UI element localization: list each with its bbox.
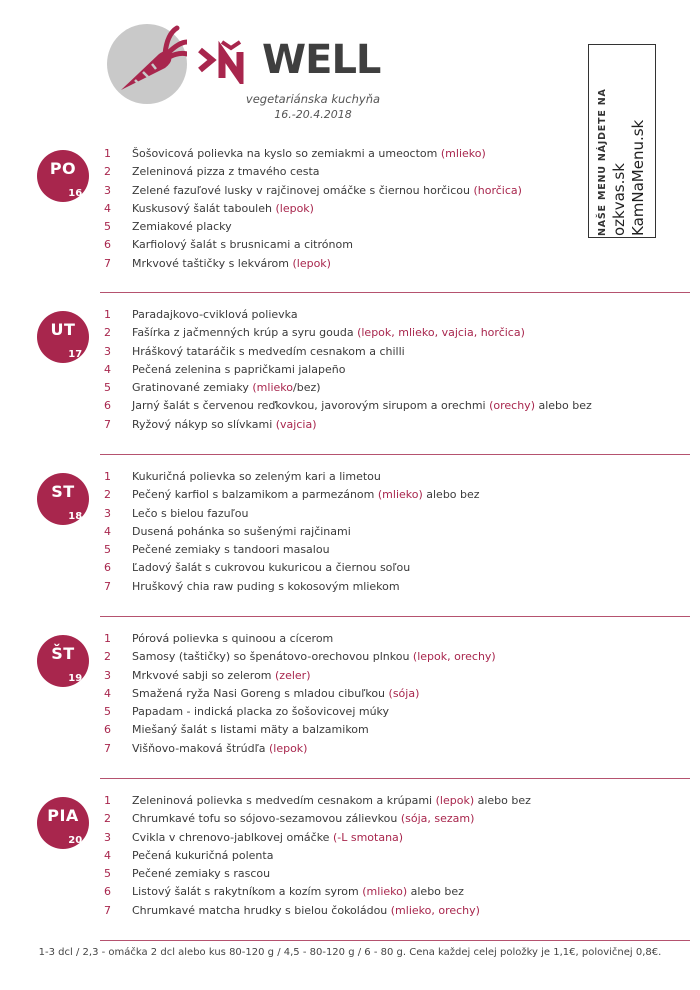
list-item: 1 Kukuričná polievka so zeleným kari a limetou [104,470,381,483]
day-date: 16. [68,188,86,199]
day-badge [37,473,89,525]
divider [100,454,690,455]
list-item: 5 Zemiakové placky [104,220,232,234]
day-badge [37,635,89,687]
day-abbr: PIA [47,806,79,825]
list-item: 1 Šošovicová polievka na kyslo so zemiakmi a umeoctom (mlieko) [104,147,486,160]
list-item: 6 Miešaný šalát s listami mäty a balzamikom [104,723,369,737]
day-date: 17. [68,349,86,360]
list-item: 2 Chrumkavé tofu so sójovo-sezamovou zálievkou (sója, sezam) [104,812,475,826]
list-item: 4 Kuskusový šalát tabouleh (lepok) [104,201,314,215]
menu-list [104,792,531,920]
list-item: 3 Lečo s bielou fazuľou [104,506,249,520]
day-badge [37,311,89,363]
list-item: 3 Cvikla v chrenovo-jablkovej omáčke (-L smotana) [104,830,404,844]
day-abbr: UT [50,320,76,339]
list-item: 4 Dusená pohánka so sušenými rajčinami [104,524,351,538]
menu-list [104,630,496,758]
site-ozkvas: ozkvas.sk [610,163,628,236]
list-item: 1 Paradajkovo-cviklová polievka [104,308,298,321]
list-item: 6 Ľadový šalát s cukrovou kukuricou a čiernou soľou [104,561,411,575]
list-item: 4 Pečená zelenina s papričkami jalapeño [104,362,346,376]
list-item: 7 Ryžový nákyp so slívkami (vajcia) [104,417,317,431]
menu-list [104,306,592,434]
carrot-logo-icon [107,24,187,104]
brand-logo [198,36,381,84]
list-item: 3 Mrkvové sabji so zelerom (zeler) [104,668,311,682]
day-date: 19. [68,673,86,684]
brand-mark-icon [198,36,262,84]
list-item: 5 Pečené zemiaky s rascou [104,867,271,881]
menu-list [104,145,522,273]
list-item: 1 Pórová polievka s quinoou a cícerom [104,632,334,645]
list-item: 7 Višňovo-maková štrúdľa (lepok) [104,741,308,755]
list-item: 7 Mrkvové taštičky s lekvárom (lepok) [104,256,331,270]
list-item: 3 Hráškový tataráčik s medvedím cesnakom a chilli [104,344,405,358]
list-item: 1 Zeleninová polievka s medvedím cesnakom a krúpami (lepok) alebo bez [104,794,531,807]
list-item: 4 Pečená kukuričná polenta [104,848,274,862]
list-item: 5 Gratinované zemiaky (mlieko/bez) [104,381,321,395]
list-item: 5 Pečené zemiaky s tandoori masalou [104,543,330,557]
list-item: 6 Jarný šalát s červenou reďkovkou, javorovým sirupom a orechmi (orechy) alebo bez [104,399,592,413]
divider [100,616,690,617]
list-item: 6 Listový šalát s rakytníkom a kozím syrom (mlieko) alebo bez [104,885,464,899]
divider [100,940,690,941]
day-abbr: ŠT [51,644,75,663]
list-item: 5 Papadam - indická placka zo šošovicovej múky [104,705,390,719]
site-kamnamenu: KamNaMenu.sk [629,119,647,236]
list-item: 2 Fašírka z jačmenných krúp a syru gouda (lepok, mlieko, vajcia, horčica) [104,326,525,340]
day-abbr: ST [51,482,75,501]
day-date: 20. [68,835,86,846]
divider [100,778,690,779]
menu-list [104,468,480,596]
list-item: 4 Smažená ryža Nasi Goreng s mladou cibuľkou (sója) [104,686,420,700]
list-item: 3 Zelené fazuľové lusky v rajčinovej omáčke s čiernou horčicou (horčica) [104,183,522,197]
day-date: 18. [68,511,86,522]
subtitle: vegetariánska kuchyňa [245,92,381,106]
list-item: 2 Pečený karfiol s balzamikom a parmezánom (mlieko) alebo bez [104,488,480,502]
find-menu-title: NAŠE MENU NÁJDETE NA [597,88,608,236]
day-badge [37,797,89,849]
menu-dates: 16.-20.4.2018 [274,108,352,121]
list-item: 2 Samosy (taštičky) so špenátovo-orechovou plnkou (lepok, orechy) [104,650,496,664]
list-item: 7 Hruškový chia raw puding s kokosovým mliekom [104,579,400,593]
day-badge [37,150,89,202]
divider [100,292,690,293]
find-menu-box [588,44,656,238]
portion-price-note: 1-3 dcl / 2,3 - omáčka 2 dcl alebo kus 80-120 g / 4,5 - 80-120 g / 6 - 80 g. Cena každej celej položky je 1,1€, polovičnej 0,8€. [38,947,662,958]
list-item: 6 Karfiolový šalát s brusnicami a citrónom [104,238,353,252]
brand-name: WELL [262,37,381,83]
day-abbr: PO [49,159,77,178]
list-item: 7 Chrumkavé matcha hrudky s bielou čokoládou (mlieko, orechy) [104,903,480,917]
list-item: 2 Zeleninová pizza z tmavého cesta [104,165,320,179]
